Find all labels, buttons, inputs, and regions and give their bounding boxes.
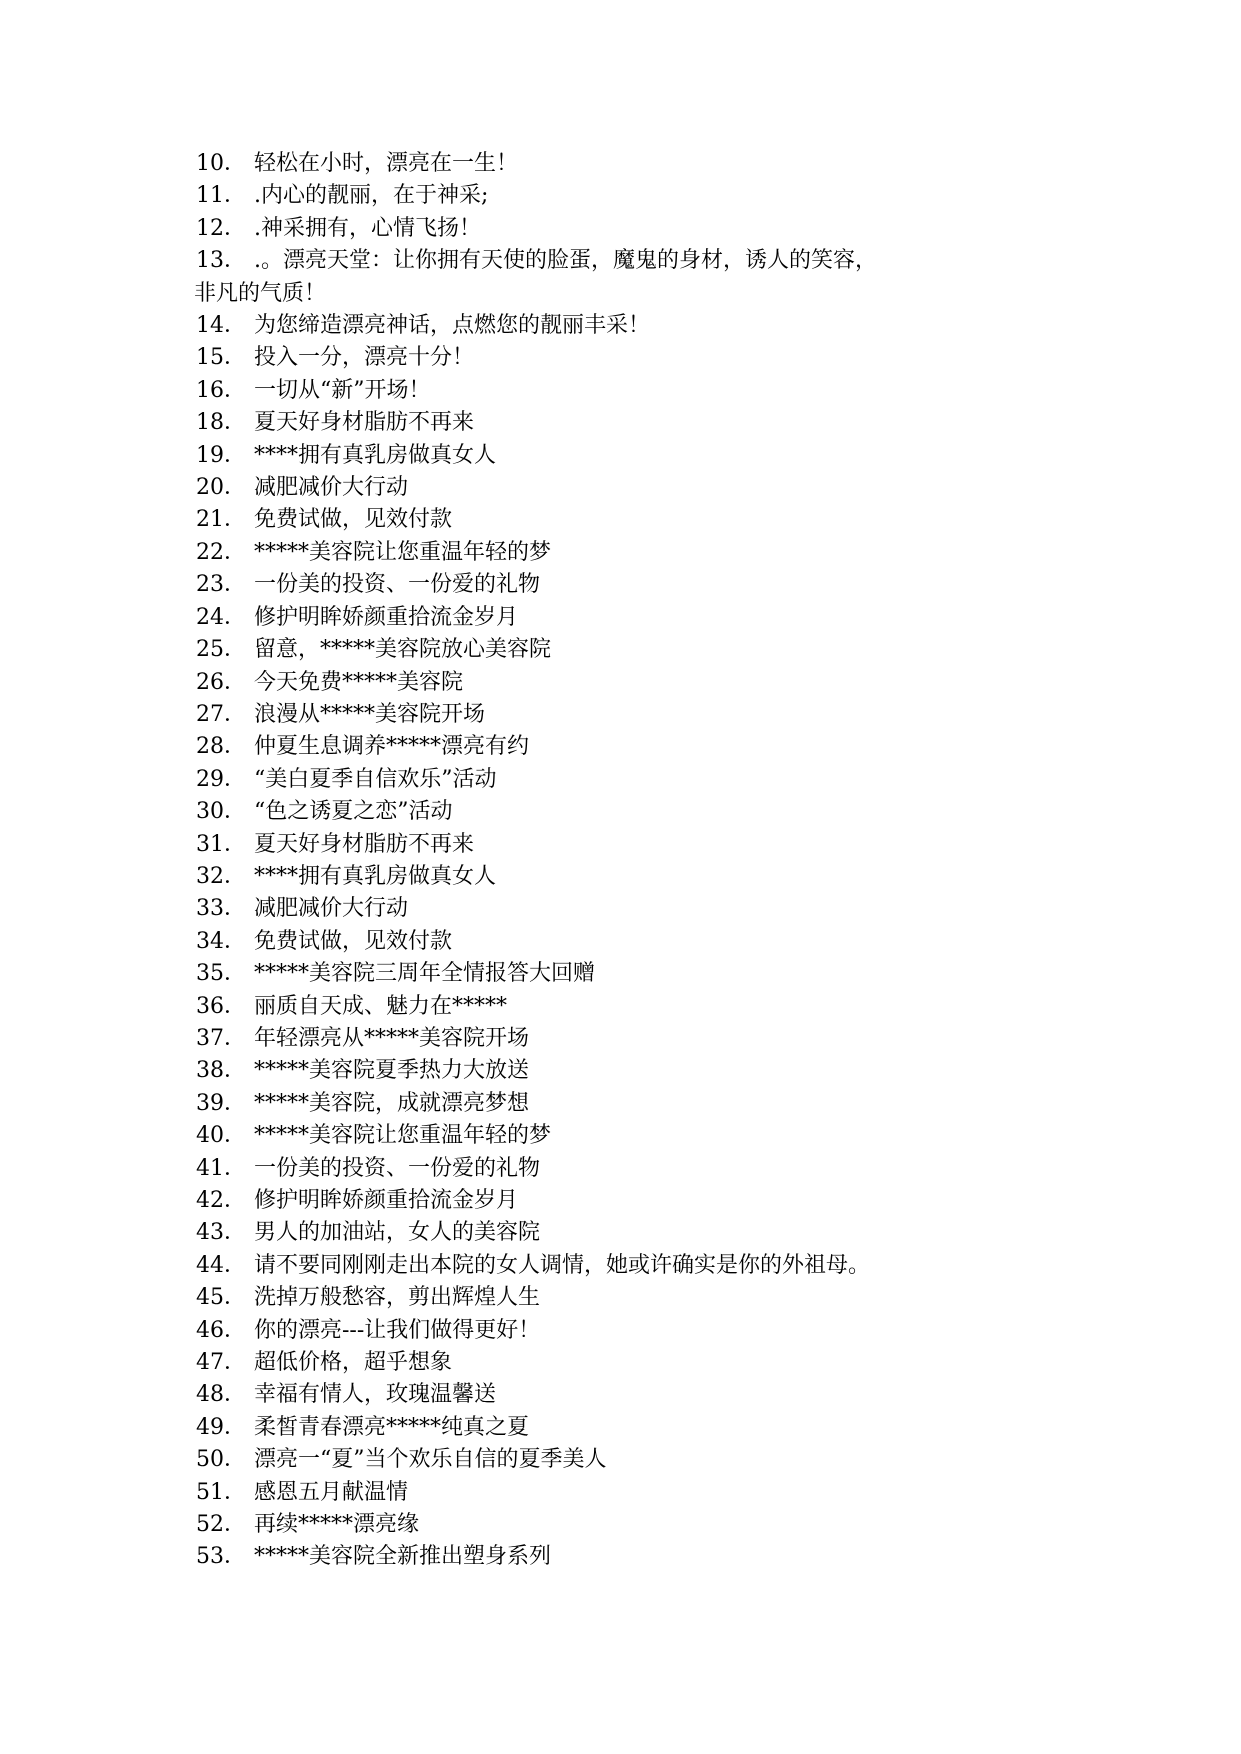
item-text: 投入一分，漂亮十分！ (254, 345, 475, 371)
item-text: 你的漂亮---让我们做得更好！ (254, 1317, 541, 1343)
item-number: 31． (196, 831, 246, 857)
item-number: 18． (196, 410, 246, 436)
list-item (196, 1023, 1096, 1055)
item-text: *****美容院三周年全情报答大回赠 (254, 961, 596, 987)
item-text: *****美容院夏季热力大放送 (254, 1058, 530, 1084)
item-number: 28． (196, 734, 246, 760)
item-number: 51． (196, 1479, 246, 1505)
list-item (196, 796, 1096, 828)
list-item (196, 1444, 1096, 1476)
list-item (196, 1217, 1096, 1249)
list-item (196, 667, 1096, 699)
list-item (196, 634, 1096, 666)
item-text: 一份美的投资、一份爱的礼物 (254, 572, 541, 598)
item-text: 浪漫从*****美容院开场 (254, 701, 486, 727)
list-item (196, 375, 1096, 407)
item-number: 29． (196, 766, 246, 792)
list-item (196, 569, 1096, 601)
item-text: ****拥有真乳房做真女人 (254, 442, 497, 468)
item-number: 41． (196, 1155, 246, 1181)
item-text: “美白夏季自信欢乐”活动 (254, 766, 497, 792)
item-number: 13． (196, 248, 246, 274)
list-item (196, 699, 1096, 731)
list-item (196, 1120, 1096, 1152)
item-text: “色之诱夏之恋”活动 (254, 799, 453, 825)
list-item (196, 1282, 1096, 1314)
list-item (196, 1412, 1096, 1444)
item-number: 20． (196, 475, 246, 501)
list-item (196, 148, 1096, 180)
item-text: 轻松在小时，漂亮在一生！ (254, 151, 519, 176)
item-number: 35． (196, 961, 246, 987)
item-number: 38． (196, 1058, 246, 1084)
item-number: 36． (196, 993, 246, 1019)
item-number: 27． (196, 701, 246, 727)
item-number: 22． (196, 539, 246, 565)
item-number: 16． (196, 377, 246, 403)
list-item (196, 245, 1096, 277)
item-number: 10． (196, 151, 246, 176)
item-text: 漂亮一“夏”当个欢乐自信的夏季美人 (254, 1447, 607, 1473)
list-item (196, 342, 1096, 374)
item-text: 感恩五月献温情 (254, 1479, 409, 1505)
item-number: 53． (196, 1544, 246, 1570)
item-number: 42． (196, 1188, 246, 1213)
item-text: *****美容院全新推出塑身系列 (254, 1544, 552, 1570)
item-text: 幸福有情人，玫瑰温馨送 (254, 1382, 497, 1408)
list-item (196, 407, 1096, 439)
item-number: 47． (196, 1350, 246, 1376)
item-text: 今天免费*****美容院 (254, 669, 464, 695)
item-text: 免费试做，见效付款 (254, 928, 453, 954)
list-item (196, 1153, 1096, 1185)
item-text-continuation: 非凡的气质！ (194, 280, 327, 306)
item-number: 12． (196, 215, 246, 241)
list-item (196, 1185, 1096, 1217)
list-item (196, 1347, 1096, 1379)
item-text: 一切从“新”开场！ (254, 377, 431, 403)
list-item (196, 893, 1096, 925)
item-number: 19． (196, 442, 246, 468)
list-item (196, 1509, 1096, 1541)
list-item (196, 958, 1096, 990)
item-text: 免费试做，见效付款 (254, 507, 453, 533)
slogan-list (196, 148, 1096, 1574)
item-number: 37． (196, 1025, 246, 1051)
item-text: 洗掉万般愁容，剪出辉煌人生 (254, 1285, 541, 1311)
item-text: .内心的靓丽，在于神采; (254, 183, 489, 209)
item-text: 超低价格，超乎想象 (254, 1350, 453, 1376)
list-item (196, 861, 1096, 893)
item-text: 再续*****漂亮缘 (254, 1512, 420, 1538)
list-item (196, 472, 1096, 504)
item-number: 26． (196, 669, 246, 695)
item-text: *****美容院让您重温年轻的梦 (254, 1123, 552, 1149)
item-text: .。漂亮天堂：让你拥有天使的脸蛋，魔鬼的身材，诱人的笑容， (254, 248, 877, 274)
list-item (196, 926, 1096, 958)
item-number: 11． (196, 183, 246, 209)
item-text: ****拥有真乳房做真女人 (254, 863, 497, 889)
item-text: 年轻漂亮从*****美容院开场 (254, 1025, 530, 1051)
item-text: 为您缔造漂亮神话，点燃您的靓丽丰采！ (254, 313, 651, 339)
item-number: 21． (196, 507, 246, 533)
list-item (196, 1477, 1096, 1509)
list-item (196, 1088, 1096, 1120)
list-item (196, 1250, 1096, 1282)
item-number: 49． (196, 1414, 246, 1440)
item-number: 39． (196, 1090, 246, 1116)
item-text: 一份美的投资、一份爱的礼物 (254, 1155, 541, 1181)
item-number: 14． (196, 313, 246, 339)
item-number: 45． (196, 1285, 246, 1311)
list-item (196, 1055, 1096, 1087)
list-item (196, 1315, 1096, 1347)
list-item (196, 440, 1096, 472)
item-text: *****美容院让您重温年轻的梦 (254, 539, 552, 565)
item-text: 夏天好身材脂肪不再来 (254, 410, 475, 436)
list-item (196, 991, 1096, 1023)
item-number: 52． (196, 1512, 246, 1538)
item-text: .神采拥有，心情飞扬！ (254, 215, 481, 241)
list-item (196, 504, 1096, 536)
list-item (196, 829, 1096, 861)
item-number: 44． (196, 1252, 246, 1278)
item-number: 40． (196, 1123, 246, 1149)
item-number: 24． (196, 604, 246, 630)
item-text: 丽质自天成、魅力在***** (254, 993, 508, 1019)
list-item (196, 731, 1096, 763)
item-number: 43． (196, 1220, 246, 1246)
item-number: 33． (196, 896, 246, 922)
list-item (196, 602, 1096, 634)
item-number: 30． (196, 799, 246, 825)
item-text: 修护明眸娇颜重拾流金岁月 (254, 1188, 519, 1213)
list-item (196, 1379, 1096, 1411)
item-text: 留意，*****美容院放心美容院 (254, 637, 552, 663)
item-text: 夏天好身材脂肪不再来 (254, 831, 475, 857)
item-text: 减肥减价大行动 (254, 475, 409, 501)
item-text: 柔皙青春漂亮*****纯真之夏 (254, 1414, 530, 1440)
list-item (196, 310, 1096, 342)
list-item (196, 764, 1096, 796)
item-number: 15． (196, 345, 246, 371)
list-item (196, 1541, 1096, 1573)
list-item (196, 213, 1096, 245)
list-item (196, 537, 1096, 569)
item-number: 34． (196, 928, 246, 954)
list-item (196, 180, 1096, 212)
item-text: 请不要同刚刚走出本院的女人调情，她或许确实是你的外祖母。 (254, 1252, 871, 1278)
item-number: 25． (196, 637, 246, 663)
item-number: 48． (196, 1382, 246, 1408)
item-number: 46． (196, 1317, 246, 1343)
item-text: *****美容院，成就漂亮梦想 (254, 1090, 530, 1116)
item-text: 修护明眸娇颜重拾流金岁月 (254, 604, 519, 630)
item-number: 50． (196, 1447, 246, 1473)
item-text: 减肥减价大行动 (254, 896, 409, 922)
item-text: 男人的加油站，女人的美容院 (254, 1220, 541, 1246)
item-text: 仲夏生息调养*****漂亮有约 (254, 734, 530, 760)
item-number: 32． (196, 863, 246, 889)
item-number: 23． (196, 572, 246, 598)
